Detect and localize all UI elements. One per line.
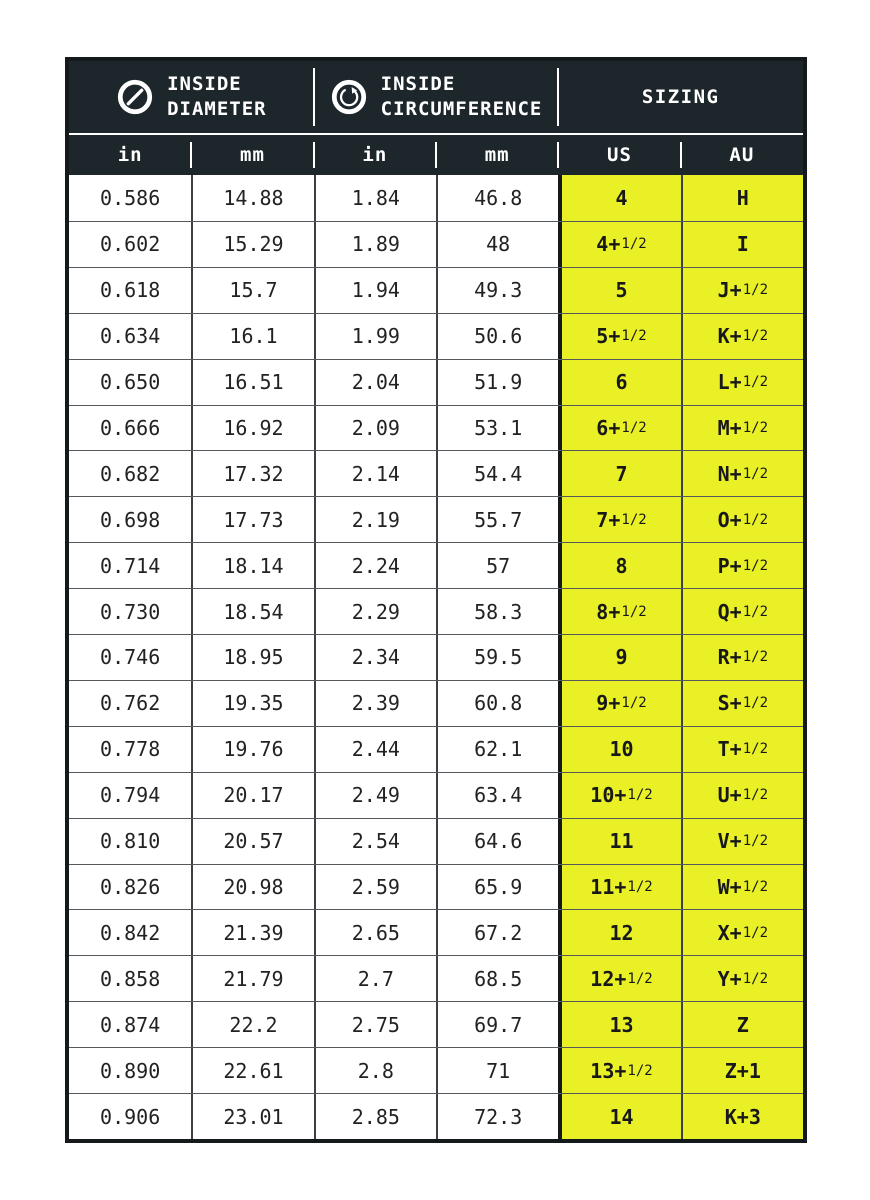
table-row — [69, 267, 803, 313]
measurement-cell: 14.88 — [191, 175, 313, 221]
us-size-cell: 7 — [558, 451, 680, 496]
au-size-cell: T+ 1/2 — [681, 727, 803, 772]
measurement-cell: 18.95 — [191, 635, 313, 680]
measurement-cell: 46.8 — [436, 175, 558, 221]
us-size-cell: 5 — [558, 268, 680, 313]
us-size-cell: 8+ 1/2 — [558, 589, 680, 634]
group-label-line2: DIAMETER — [167, 98, 267, 120]
measurement-cell: 18.54 — [191, 589, 313, 634]
table-row — [69, 1093, 803, 1139]
measurement-cell: 62.1 — [436, 727, 558, 772]
table-row — [69, 542, 803, 588]
measurement-cell: 20.57 — [191, 819, 313, 864]
au-size-cell: V+ 1/2 — [681, 819, 803, 864]
measurement-cell: 2.7 — [314, 956, 436, 1001]
measurement-cell: 0.794 — [100, 783, 161, 808]
measurement-cell: 0.586 — [100, 185, 161, 210]
us-size-cell: 12+ 1/2 — [558, 956, 680, 1001]
measurement-cell: 2.65 — [314, 910, 436, 955]
table-row — [69, 772, 803, 818]
measurement-cell: 19.35 — [191, 681, 313, 726]
measurement-cell: 2.24 — [314, 543, 436, 588]
table-row — [69, 1001, 803, 1047]
measurement-cell: 15.7 — [191, 268, 313, 313]
table-row — [69, 588, 803, 634]
measurement-cell: 0.858 — [100, 966, 161, 991]
measurement-cell: 22.61 — [191, 1048, 313, 1093]
table-row — [69, 496, 803, 542]
measurement-cell: 21.79 — [191, 956, 313, 1001]
measurement-cell: 64.6 — [436, 819, 558, 864]
au-size-cell: J+ 1/2 — [681, 268, 803, 313]
measurement-cell: 55.7 — [436, 497, 558, 542]
measurement-cell: 15.29 — [191, 222, 313, 267]
measurement-cell: 2.75 — [314, 1002, 436, 1047]
table-row — [69, 1047, 803, 1093]
subheader-row — [69, 135, 803, 175]
table-row — [69, 818, 803, 864]
measurement-cell: 18.14 — [191, 543, 313, 588]
measurement-cell: 49.3 — [436, 268, 558, 313]
subheader-diameter-mm: mm — [191, 135, 313, 175]
us-size-cell: 9+ 1/2 — [558, 681, 680, 726]
measurement-cell: 54.4 — [436, 451, 558, 496]
measurement-cell: 0.650 — [100, 370, 161, 395]
us-size-cell: 4+ 1/2 — [558, 222, 680, 267]
au-size-cell: O+ 1/2 — [681, 497, 803, 542]
au-size-cell: Z+1 — [681, 1048, 803, 1093]
measurement-cell: 21.39 — [191, 910, 313, 955]
us-size-cell: 9 — [558, 635, 680, 680]
group-label — [381, 72, 543, 122]
group-label-line1: INSIDE — [167, 72, 242, 95]
measurement-cell: 60.8 — [436, 681, 558, 726]
group-label — [167, 72, 267, 122]
measurement-cell: 63.4 — [436, 773, 558, 818]
table-body — [69, 175, 803, 1139]
diameter-icon — [116, 78, 154, 116]
au-size-cell: M+ 1/2 — [681, 406, 803, 451]
measurement-cell: 0.906 — [100, 1104, 161, 1129]
us-size-cell: 6 — [558, 360, 680, 405]
measurement-cell: 67.2 — [436, 910, 558, 955]
au-size-cell: Z — [681, 1002, 803, 1047]
subheader-diameter-in: in — [117, 144, 143, 166]
measurement-cell: 0.730 — [100, 599, 161, 624]
measurement-cell: 0.618 — [100, 278, 161, 303]
measurement-cell: 50.6 — [436, 314, 558, 359]
table-row — [69, 221, 803, 267]
measurement-cell: 16.1 — [191, 314, 313, 359]
au-size-cell: L+ 1/2 — [681, 360, 803, 405]
measurement-cell: 2.44 — [314, 727, 436, 772]
us-size-cell: 6+ 1/2 — [558, 406, 680, 451]
group-label: SIZING — [641, 86, 720, 108]
measurement-cell: 20.98 — [191, 865, 313, 910]
measurement-cell: 2.09 — [314, 406, 436, 451]
measurement-cell: 51.9 — [436, 360, 558, 405]
measurement-cell: 16.92 — [191, 406, 313, 451]
table-row — [69, 405, 803, 451]
table-row — [69, 726, 803, 772]
measurement-cell: 2.59 — [314, 865, 436, 910]
measurement-cell: 0.842 — [100, 920, 161, 945]
measurement-cell: 2.85 — [314, 1094, 436, 1139]
measurement-cell: 0.682 — [100, 461, 161, 486]
au-size-cell: K+3 — [681, 1094, 803, 1139]
circumference-icon — [330, 78, 368, 116]
header-group-inside-diameter — [69, 61, 314, 133]
measurement-cell: 53.1 — [436, 406, 558, 451]
us-size-cell: 11+ 1/2 — [558, 865, 680, 910]
measurement-cell: 2.14 — [314, 451, 436, 496]
measurement-cell: 0.698 — [100, 507, 161, 532]
us-size-cell: 13 — [558, 1002, 680, 1047]
au-size-cell: K+ 1/2 — [681, 314, 803, 359]
measurement-cell: 59.5 — [436, 635, 558, 680]
au-size-cell: N+ 1/2 — [681, 451, 803, 496]
us-size-cell: 10+ 1/2 — [558, 773, 680, 818]
us-size-cell: 7+ 1/2 — [558, 497, 680, 542]
us-size-cell: 11 — [558, 819, 680, 864]
measurement-cell: 2.04 — [314, 360, 436, 405]
measurement-cell: 17.73 — [191, 497, 313, 542]
measurement-cell: 1.84 — [314, 175, 436, 221]
measurement-cell: 0.634 — [100, 324, 161, 349]
measurement-cell: 0.890 — [100, 1058, 161, 1083]
measurement-cell: 0.602 — [100, 232, 161, 257]
subheader-circumference-mm: mm — [436, 135, 558, 175]
us-size-cell: 4 — [558, 175, 680, 221]
measurement-cell: 69.7 — [436, 1002, 558, 1047]
measurement-cell: 2.34 — [314, 635, 436, 680]
measurement-cell: 1.94 — [314, 268, 436, 313]
measurement-cell: 0.762 — [100, 691, 161, 716]
table-row — [69, 864, 803, 910]
us-size-cell: 5+ 1/2 — [558, 314, 680, 359]
subheader-sizing-au: AU — [681, 135, 803, 175]
measurement-cell: 0.714 — [100, 553, 161, 578]
measurement-cell: 57 — [436, 543, 558, 588]
measurement-cell: 2.8 — [314, 1048, 436, 1093]
us-size-cell: 12 — [558, 910, 680, 955]
measurement-cell: 65.9 — [436, 865, 558, 910]
au-size-cell: X+ 1/2 — [681, 910, 803, 955]
measurement-cell: 0.874 — [100, 1012, 161, 1037]
us-size-cell: 13+ 1/2 — [558, 1048, 680, 1093]
au-size-cell: P+ 1/2 — [681, 543, 803, 588]
measurement-cell: 71 — [436, 1048, 558, 1093]
au-size-cell: W+ 1/2 — [681, 865, 803, 910]
table-row — [69, 450, 803, 496]
measurement-cell: 48 — [436, 222, 558, 267]
measurement-cell: 0.826 — [100, 875, 161, 900]
group-label-line2: CIRCUMFERENCE — [380, 98, 543, 120]
measurement-cell: 0.746 — [100, 645, 161, 670]
table-row — [69, 909, 803, 955]
measurement-cell: 0.778 — [100, 737, 161, 762]
measurement-cell: 23.01 — [191, 1094, 313, 1139]
header-group-inside-circumference — [314, 61, 559, 133]
measurement-cell: 20.17 — [191, 773, 313, 818]
au-size-cell: I — [681, 222, 803, 267]
measurement-cell: 16.51 — [191, 360, 313, 405]
table-row — [69, 634, 803, 680]
au-size-cell: Y+ 1/2 — [681, 956, 803, 1001]
table-header — [69, 61, 803, 175]
measurement-cell: 1.99 — [314, 314, 436, 359]
us-size-cell: 8 — [558, 543, 680, 588]
measurement-cell: 1.89 — [314, 222, 436, 267]
table-row — [69, 175, 803, 221]
table-row — [69, 313, 803, 359]
au-size-cell: H — [681, 175, 803, 221]
measurement-cell: 0.666 — [100, 415, 161, 440]
measurement-cell: 19.76 — [191, 727, 313, 772]
table-row — [69, 955, 803, 1001]
table-row — [69, 359, 803, 405]
au-size-cell: S+ 1/2 — [681, 681, 803, 726]
measurement-cell: 2.29 — [314, 589, 436, 634]
measurement-cell: 58.3 — [436, 589, 558, 634]
measurement-cell: 17.32 — [191, 451, 313, 496]
header-group-sizing — [558, 61, 803, 133]
header-title-row — [69, 61, 803, 133]
group-label-line1: INSIDE — [380, 72, 456, 95]
us-size-cell: 10 — [558, 727, 680, 772]
subheader-sizing-us: US — [558, 135, 680, 175]
subheader-circumference-in: in — [314, 135, 436, 175]
ring-size-table — [65, 57, 807, 1143]
measurement-cell: 68.5 — [436, 956, 558, 1001]
us-size-cell: 14 — [558, 1094, 680, 1139]
au-size-cell: Q+ 1/2 — [681, 589, 803, 634]
measurement-cell: 72.3 — [436, 1094, 558, 1139]
table-row — [69, 680, 803, 726]
au-size-cell: U+ 1/2 — [681, 773, 803, 818]
measurement-cell: 0.810 — [100, 829, 161, 854]
measurement-cell: 2.39 — [314, 681, 436, 726]
au-size-cell: R+ 1/2 — [681, 635, 803, 680]
measurement-cell: 2.19 — [314, 497, 436, 542]
measurement-cell: 2.49 — [314, 773, 436, 818]
measurement-cell: 22.2 — [191, 1002, 313, 1047]
measurement-cell: 2.54 — [314, 819, 436, 864]
